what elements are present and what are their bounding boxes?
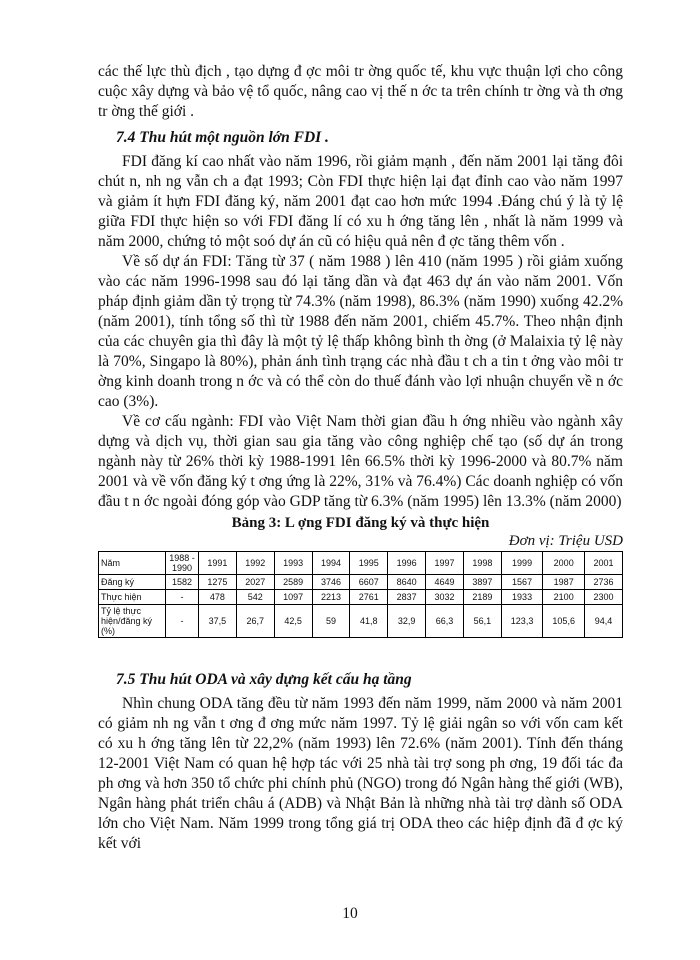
table-header-year: 2000 [543,552,585,575]
table-cell: 94,4 [585,605,623,638]
table-row [99,605,623,638]
row-label: Tỷ lệ thực hiện/đăng ký (%) [99,605,166,638]
table-header-year: 1991 [199,552,237,575]
table-cell: 1987 [543,575,585,590]
table-cell: 56,1 [463,605,501,638]
table-cell: 1933 [501,590,543,605]
table-cell: 59 [312,605,350,638]
table-cell: - [166,590,199,605]
table-header-year: 1993 [274,552,312,575]
table-cell: 2837 [388,590,426,605]
table-header-row [99,552,623,575]
section-heading-fdi: 7.4 Thu hút một nguồn lớn FDI . [116,129,329,146]
table-cell: 2761 [350,590,388,605]
section-spacer [98,638,623,664]
table-header-year: 1998 [463,552,501,575]
table-cell: 66,3 [426,605,464,638]
table-cell: 2189 [463,590,501,605]
table-header-year: 1999 [501,552,543,575]
table-cell: 1097 [274,590,312,605]
table-cell: 105,6 [543,605,585,638]
table-header-year: 2001 [585,552,623,575]
table-header-year: 1994 [312,552,350,575]
table-header-label: Năm [99,552,166,575]
table-cell: 2736 [585,575,623,590]
oda-paragraph: Nhìn chung ODA tăng đều từ năm 1993 đến năm 1999, năm 2000 và năm 2001 có giảm nh ng vẫn t ơng đ ơng mức năm 1997. Tỷ lệ giải ngân so với vốn cam kết có xu h ớng tăng lên từ 22,2% (năm 1993) lên 72.6% (năm 2001). Tính đến tháng 12-2001 Việt Nam có quan hệ hợp tác với 25 nhà tài trợ song ph ơng, 19 đối tác đa ph ơng và hơn 350 tổ chức phi chính phủ (NGO) trong đó Ngân hàng thế giới (WB), Ngân hàng phát triển châu á (ADB) và Nhật Bản là những nhà tài trợ dành số ODA lớn cho Việt Nam. Năm 1999 trong tổng giá trị ODA theo các hiệp định đã đ ợc ký kết với [98,695,623,852]
table-cell: 1567 [501,575,543,590]
table-cell: 6607 [350,575,388,590]
table-row [99,575,623,590]
table-cell: 3897 [463,575,501,590]
intro-paragraph: các thế lực thù địch , tạo dựng đ ợc môi tr ờng quốc tế, khu vực thuận lợi cho công cuộc xây dựng và bảo vệ tổ quốc, nâng cao vị thế n ớc ta trên chính tr ờng và th ơng tr ờng thế giới . [98,63,623,120]
table-cell: 542 [236,590,274,605]
table-cell: 123,3 [501,605,543,638]
table-cell: 3032 [426,590,464,605]
table-cell: 2213 [312,590,350,605]
table-cell: 32,9 [388,605,426,638]
table-row [99,590,623,605]
table-header-year: 1992 [236,552,274,575]
table-cell: 2589 [274,575,312,590]
table-header-year: 1995 [350,552,388,575]
table-cell: 8640 [388,575,426,590]
table-cell: 2100 [543,590,585,605]
table-header-year: 1988 - 1990 [166,552,199,575]
table-cell: 478 [199,590,237,605]
table-cell: 3746 [312,575,350,590]
row-label: Đăng ký [99,575,166,590]
table-cell: 2027 [236,575,274,590]
fdi-table [98,551,623,638]
table-cell: 4649 [426,575,464,590]
fdi-paragraph-2: Về số dự án FDI: Tăng từ 37 ( năm 1988 ) lên 410 (năm 1995 ) rồi giảm xuống vào các năm 1996-1998 sau đó lại tăng dần và đạt 463 dự án vào năm 2001. Vốn pháp định giảm dần tỷ trọng từ 74.3% (năm 1998), 86.3% (năm 1990) xuống 42.2% (năm 2001), tính tổng số thì từ 1988 đến năm 2001, chiếm 45.7%. Theo nhận định của các chuyên gia thì đây là một tỷ lệ thấp không bình th ờng (ở Malaixia tỷ lệ này là 70%, Singapo là 80%), phản ánh tình trạng các nhà đầu t ch a tin t ởng vào môi tr ờng kinh doanh trong n ớc và có thể còn do thuế đánh vào lợi nhuận chuyển về n ớc cao (3%). [98,253,623,410]
table-cell: 2300 [585,590,623,605]
fdi-paragraph-3: Về cơ cấu ngành: FDI vào Việt Nam thời gian đầu h ớng nhiều vào ngành xây dựng và dịch vụ, thời gian sau gia tăng vào công nghiệp chế tạo (số dự án trong ngành này từ 26% thời kỳ 1988-1991 lên 66.5% thời kỳ 1996-2000 và 80.7% năm 2001 và về vốn đăng ký t ơng ứng là 22%, 31% và 76.4%) Các doanh nghiệp có vốn đầu t n ớc ngoài đóng góp vào GDP tăng từ 6.3% (năm 1995) lên 13.3% (năm 2000) [98,413,623,510]
table-unit: Đơn vị: Triệu USD [508,533,623,549]
fdi-paragraph-1: FDI đăng kí cao nhất vào năm 1996, rồi giảm mạnh , đến năm 2001 lại tăng đôi chút n, nh ng vẫn ch a đạt 1993; Còn FDI thực hiện lại đạt đỉnh cao vào năm 1997 và giảm ít hựn FDI đăng ký, năm 2001 đạt cao hơn mức 1994 .Đáng chú ý là tỷ lệ giữa FDI thực hiện so với FDI đăng lí có xu h ớng tăng lên , nhất là năm 1999 và năm 2000, chứng tỏ một soó dự án cũ có hiệu quả nên đ ợc tăng thêm vốn . [98,153,623,250]
table-cell: 37,5 [199,605,237,638]
page-number: 10 [342,905,358,922]
table-cell: 26,7 [236,605,274,638]
table-header-year: 1997 [426,552,464,575]
table-cell: 42,5 [274,605,312,638]
table-header-year: 1996 [388,552,426,575]
section-heading-oda: 7.5 Thu hút ODA và xây dựng kết cấu hạ tầng [116,671,412,688]
row-label: Thực hiện [99,590,166,605]
table-cell: 1275 [199,575,237,590]
table-cell: - [166,605,199,638]
table-title: Bảng 3: L ợng FDI đăng ký và thực hiện [231,515,490,531]
document-page [98,62,623,854]
table-cell: 1582 [166,575,199,590]
table-cell: 41,8 [350,605,388,638]
